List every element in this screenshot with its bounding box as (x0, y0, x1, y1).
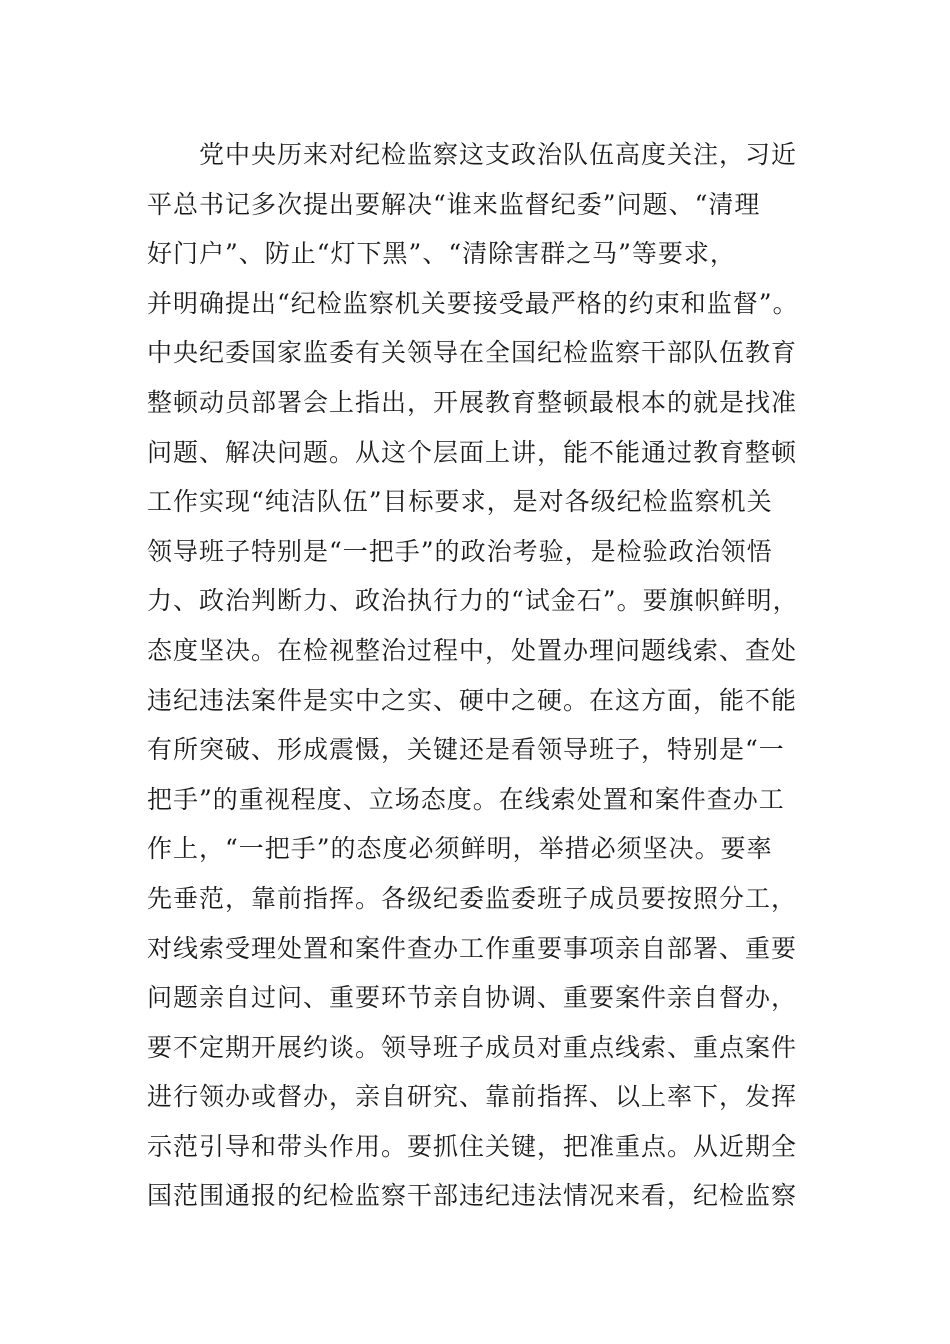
text-line: 把手”的重视程度、立场态度。在线索处置和案件查办工 (147, 784, 785, 814)
text-line: 党中央历来对纪检监察这支政治队伍高度关注，习近 (147, 140, 798, 169)
text-line: 整顿动员部署会上指出，开展教育整顿最根本的就是找准 (147, 387, 798, 417)
text-line: 工作实现“纯洁队伍”目标要求，是对各级纪检监察机关 (147, 487, 773, 517)
text-line: 领导班子特别是“一把手”的政治考验，是检验政治领悟 (147, 536, 773, 566)
body-paragraph (147, 130, 807, 1221)
text-line: 力、政治判断力、政治执行力的“试金石”。要旗帜鲜明， (147, 586, 799, 616)
text-line: 违纪违法案件是实中之实、硬中之硬。在这方面，能不能 (147, 685, 798, 715)
text-line: 对线索受理处置和案件查办工作重要事项亲自部署、重要 (147, 933, 798, 963)
text-line: 问题、解决问题。从这个层面上讲，能不能通过教育整顿 (147, 437, 798, 467)
text-line: 好门户”、防止“灯下黑”、“清除害群之马”等要求， (147, 239, 736, 269)
text-line: 问题亲自过问、重要环节亲自协调、重要案件亲自督办， (147, 983, 798, 1013)
text-line: 先垂范，靠前指挥。各级纪委监委班子成员要按照分工， (147, 883, 798, 913)
text-line: 态度坚决。在检视整治过程中，处置办理问题线索、查处 (147, 635, 798, 665)
text-line: 并明确提出“纪检监察机关要接受最严格的约束和监督”。 (147, 288, 799, 318)
text-line: 进行领办或督办，亲自研究、靠前指挥、以上率下，发挥 (147, 1082, 798, 1112)
text-line: 作上，“一把手”的态度必须鲜明，举措必须坚决。要率 (147, 834, 773, 864)
text-line: 示范引导和带头作用。要抓住关键，把准重点。从近期全 (147, 1131, 798, 1161)
text-line: 有所突破、形成震慑，关键还是看领导班子，特别是“一 (147, 735, 785, 765)
text-line: 国范围通报的纪检监察干部违纪违法情况来看，纪检监察 (147, 1181, 798, 1211)
text-line: 要不定期开展约谈。领导班子成员对重点线索、重点案件 (147, 1032, 798, 1062)
text-line: 平总书记多次提出要解决“谁来监督纪委”问题、“清理 (147, 189, 761, 219)
text-line: 中央纪委国家监委有关领导在全国纪检监察干部队伍教育 (147, 338, 798, 368)
